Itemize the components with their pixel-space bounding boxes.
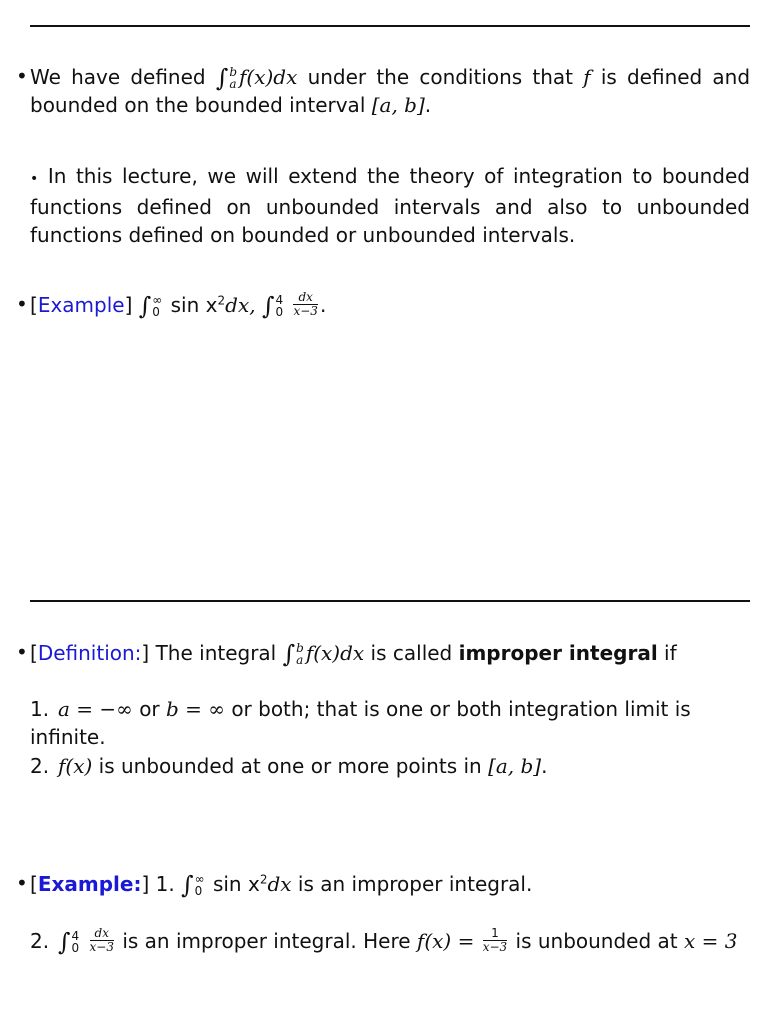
definition-item-1: 1. a = −∞ or b = ∞ or both; that is one or both integration limit is infinite.	[30, 697, 691, 749]
example-item-2: 2. ∫ 4 0 $\frac{dx}{x-3}$ is an improper integral. Here f(x) = $\frac{1}{x-3}$ is unbounded at x = 3	[30, 926, 738, 956]
bullet-dot: •	[16, 64, 28, 88]
integral-sign: ∫	[181, 871, 194, 899]
integral-sign: ∫	[58, 928, 71, 956]
bullet-example-2: • [Example:] 1. ∫ ∞ 0 $\sin x^2dx$ is an improper integral.	[16, 871, 533, 899]
bullet-example-1: • [Example] ∫ ∞ 0 $\sin x^2dx$, ∫ 4 0 $\frac{dx}{x-3}$ .	[16, 290, 327, 320]
integral-sign: ∫	[261, 292, 275, 320]
bullet-dot: •	[30, 171, 39, 187]
fraction: $\frac{1}{x-3}$	[482, 926, 508, 954]
section-rule	[30, 600, 750, 602]
definition-item-2: 2. f(x) is unbounded at one or more points in [a, b].	[30, 754, 548, 778]
fraction: $\frac{dx}{x-3}$	[293, 290, 318, 318]
bullet-dot: •	[16, 292, 28, 316]
bullet-dot: •	[16, 871, 28, 895]
bullet-definition: • [Definition:] The integral ∫ b a f(x)dx is called improper integral if	[16, 640, 677, 668]
bullet-defined-integral: • We have defined ∫ b a f(x)dx under the conditions that f is defined and bounded on the bounded interval [a, b].	[16, 64, 751, 117]
integral-sign: ∫	[215, 64, 229, 92]
bullet-dot: •	[16, 640, 28, 664]
top-rule	[30, 25, 750, 27]
integral-sign: ∫	[138, 292, 152, 320]
integral-sign: ∫	[282, 640, 296, 668]
bullet-lecture-scope: • In this lecture, we will extend the theory of integration to bounded functions defined on unbounded intervals and also to unbounded functions defined on bounded or unbounded intervals.	[30, 164, 751, 247]
definition-label: Definition:	[37, 641, 142, 665]
fraction: $\frac{dx}{x-3}$	[89, 926, 114, 954]
example-label: Example:	[37, 872, 142, 896]
example-label: Example	[37, 293, 125, 317]
